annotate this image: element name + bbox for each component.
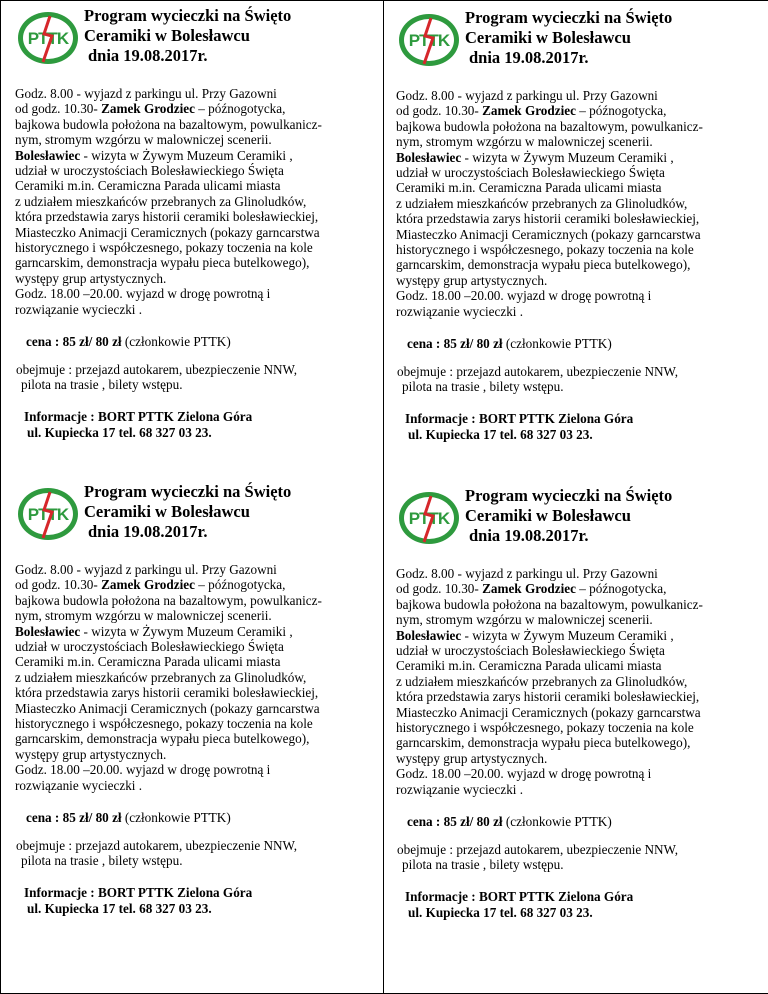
place-name: Zamek Grodziec	[101, 101, 195, 117]
itinerary-line: która przedstawia zarys historii ceramiki bolesławieckiej,	[15, 685, 319, 701]
flyer	[14, 0, 384, 480]
title-date: dnia 19.08.2017r.	[469, 526, 589, 545]
itinerary-line: nym, stromym wzgórzu w malowniczej scenerii.	[396, 612, 653, 628]
title-line: Program wycieczki na Święto	[465, 8, 673, 27]
svg-text:PTTK: PTTK	[27, 505, 69, 524]
price	[395, 336, 765, 351]
pttk-logo	[16, 10, 80, 66]
itinerary-line: historycznego i współczesnego, pokazy toczenia na kole	[396, 242, 694, 258]
itinerary-line: udział w uroczystościach Bolesławieckiego Święta	[15, 639, 284, 655]
itinerary-line: Ceramiki m.in. Ceramiczna Parada ulicami miasta	[15, 178, 281, 194]
itinerary-line: garncarskim, demonstracja wypału pieca butelkowego),	[396, 735, 691, 751]
itinerary-line: która przedstawia zarys historii ceramiki bolesławieckiej,	[396, 211, 700, 227]
itinerary-line: Ceramiki m.in. Ceramiczna Parada ulicami miasta	[396, 180, 662, 196]
itinerary-line: która przedstawia zarys historii ceramiki bolesławieckiej,	[15, 209, 319, 225]
pttk-logo	[397, 490, 461, 546]
pttk-logo	[397, 12, 461, 68]
itinerary-line: Bolesławiec - wizyta w Żywym Muzeum Ceramiki ,	[396, 149, 674, 165]
price	[395, 814, 765, 829]
contact-line: ul. Kupiecka 17 tel. 68 327 03 23.	[408, 904, 593, 920]
pttk-logo	[16, 486, 80, 542]
itinerary-line: nym, stromym wzgórzu w malowniczej scenerii.	[15, 608, 272, 624]
includes	[14, 362, 384, 393]
itinerary-line: Godz. 18.00 –20.00. wyjazd w drogę powrotną i	[15, 762, 271, 778]
svg-text:PTTK: PTTK	[408, 31, 450, 50]
itinerary-line: Bolesławiec - wizyta w Żywym Muzeum Ceramiki ,	[15, 147, 293, 163]
price-note: (członkowie PTTK)	[121, 334, 231, 350]
itinerary-line: udział w uroczystościach Bolesławieckiego Święta	[396, 165, 665, 181]
itinerary-line: Bolesławiec - wizyta w Żywym Muzeum Ceramiki ,	[396, 627, 674, 643]
title-line: Ceramiki w Bolesławcu	[465, 506, 631, 525]
title-line: Ceramiki w Bolesławcu	[84, 26, 250, 45]
itinerary-line: Miasteczko Animacji Ceramicznych (pokazy garncarstwa	[15, 224, 320, 240]
itinerary-line: z udziałem mieszkańców przebranych za Glinoludków,	[15, 193, 307, 209]
itinerary-line: od godz. 10.30- Zamek Grodziec – późnogotycka,	[396, 581, 667, 597]
itinerary-line: rozwiązanie wycieczki .	[15, 301, 143, 317]
includes-line: pilota na trasie , bilety wstępu.	[21, 376, 183, 392]
contact-info	[395, 889, 765, 920]
includes-line: obejmuje : przejazd autokarem, ubezpieczenie NNW,	[397, 363, 679, 379]
itinerary	[14, 86, 384, 317]
itinerary-line: historycznego i współczesnego, pokazy toczenia na kole	[15, 716, 313, 732]
itinerary-line: Miasteczko Animacji Ceramicznych (pokazy garncarstwa	[15, 700, 320, 716]
itinerary-line: garncarskim, demonstracja wypału pieca butelkowego),	[396, 257, 691, 273]
itinerary-line: od godz. 10.30- Zamek Grodziec – późnogotycka,	[396, 103, 667, 119]
itinerary-line: udział w uroczystościach Bolesławieckiego Święta	[15, 163, 284, 179]
itinerary-line: nym, stromym wzgórzu w malowniczej scenerii.	[15, 132, 272, 148]
title-date: dnia 19.08.2017r.	[88, 522, 208, 541]
title-date: dnia 19.08.2017r.	[88, 46, 208, 65]
svg-text:PTTK: PTTK	[27, 29, 69, 48]
itinerary-line: występy grup artystycznych.	[15, 746, 167, 762]
itinerary-line: z udziałem mieszkańców przebranych za Glinoludków,	[15, 669, 307, 685]
itinerary	[395, 566, 765, 797]
itinerary-line: rozwiązanie wycieczki .	[396, 781, 524, 797]
includes	[395, 842, 765, 873]
itinerary-line: Godz. 8.00 - wyjazd z parkingu ul. Przy Gazowni	[15, 562, 277, 577]
contact-line: ul. Kupiecka 17 tel. 68 327 03 23.	[27, 900, 212, 916]
price-note: (członkowie PTTK)	[502, 814, 612, 830]
itinerary-line: garncarskim, demonstracja wypału pieca butelkowego),	[15, 731, 310, 747]
itinerary-line: Godz. 8.00 - wyjazd z parkingu ul. Przy Gazowni	[396, 566, 658, 581]
itinerary-line: historycznego i współczesnego, pokazy toczenia na kole	[15, 240, 313, 256]
flyer-title	[465, 8, 765, 68]
flyer-title	[84, 482, 384, 542]
itinerary-line: rozwiązanie wycieczki .	[15, 777, 143, 793]
itinerary-line: bajkowa budowla położona na bazaltowym, powulkanicz-	[396, 118, 703, 134]
contact-line: Informacje : BORT PTTK Zielona Góra	[405, 889, 634, 905]
itinerary-line: która przedstawia zarys historii ceramiki bolesławieckiej,	[396, 689, 700, 705]
includes-line: obejmuje : przejazd autokarem, ubezpieczenie NNW,	[397, 841, 679, 857]
place-name: Zamek Grodziec	[101, 577, 195, 593]
includes-line: pilota na trasie , bilety wstępu.	[402, 856, 564, 872]
itinerary-line: historycznego i współczesnego, pokazy toczenia na kole	[396, 720, 694, 736]
itinerary-line: nym, stromym wzgórzu w malowniczej scenerii.	[396, 134, 653, 150]
flyer-title	[84, 6, 384, 66]
flyer	[395, 480, 765, 960]
price	[14, 334, 384, 349]
contact-line: Informacje : BORT PTTK Zielona Góra	[24, 885, 253, 901]
flyer-header	[14, 0, 384, 86]
contact-line: ul. Kupiecka 17 tel. 68 327 03 23.	[27, 424, 212, 440]
price-value: cena : 85 zł/ 80 zł	[26, 810, 122, 826]
includes-line: pilota na trasie , bilety wstępu.	[402, 378, 564, 394]
flyer	[14, 476, 384, 956]
itinerary-line: Miasteczko Animacji Ceramicznych (pokazy garncarstwa	[396, 704, 701, 720]
itinerary-line: występy grup artystycznych.	[396, 272, 548, 288]
itinerary-line: bajkowa budowla położona na bazaltowym, powulkanicz-	[396, 596, 703, 612]
price-note: (członkowie PTTK)	[121, 810, 231, 826]
includes	[395, 364, 765, 395]
itinerary-line: Bolesławiec - wizyta w Żywym Muzeum Ceramiki ,	[15, 623, 293, 639]
itinerary-line: Ceramiki m.in. Ceramiczna Parada ulicami miasta	[15, 654, 281, 670]
title-date: dnia 19.08.2017r.	[469, 48, 589, 67]
flyer-header	[395, 480, 765, 566]
itinerary-line: Godz. 18.00 –20.00. wyjazd w drogę powrotną i	[15, 286, 271, 302]
itinerary-line: z udziałem mieszkańców przebranych za Glinoludków,	[396, 673, 688, 689]
itinerary-line: występy grup artystycznych.	[396, 750, 548, 766]
itinerary-line: Ceramiki m.in. Ceramiczna Parada ulicami miasta	[396, 658, 662, 674]
contact-line: Informacje : BORT PTTK Zielona Góra	[405, 411, 634, 427]
contact-line: Informacje : BORT PTTK Zielona Góra	[24, 409, 253, 425]
price	[14, 810, 384, 825]
itinerary-line: Miasteczko Animacji Ceramicznych (pokazy garncarstwa	[396, 226, 701, 242]
itinerary-line: udział w uroczystościach Bolesławieckiego Święta	[396, 643, 665, 659]
itinerary-line: występy grup artystycznych.	[15, 270, 167, 286]
itinerary-line: z udziałem mieszkańców przebranych za Glinoludków,	[396, 195, 688, 211]
itinerary-line: Godz. 8.00 - wyjazd z parkingu ul. Przy Gazowni	[15, 86, 277, 101]
includes-line: obejmuje : przejazd autokarem, ubezpieczenie NNW,	[16, 837, 298, 853]
svg-text:PTTK: PTTK	[408, 509, 450, 528]
itinerary-line: Godz. 18.00 –20.00. wyjazd w drogę powrotną i	[396, 288, 652, 304]
contact-line: ul. Kupiecka 17 tel. 68 327 03 23.	[408, 426, 593, 442]
itinerary-line: bajkowa budowla położona na bazaltowym, powulkanicz-	[15, 116, 322, 132]
flyer-title	[465, 486, 765, 546]
place-name: Bolesławiec	[396, 627, 462, 643]
itinerary-line: od godz. 10.30- Zamek Grodziec – późnogotycka,	[15, 101, 286, 117]
includes	[14, 838, 384, 869]
itinerary-line: Godz. 18.00 –20.00. wyjazd w drogę powrotną i	[396, 766, 652, 782]
flyer	[395, 2, 765, 482]
title-line: Program wycieczki na Święto	[465, 486, 673, 505]
place-name: Bolesławiec	[15, 147, 81, 163]
price-note: (członkowie PTTK)	[502, 336, 612, 352]
place-name: Zamek Grodziec	[482, 103, 576, 119]
itinerary-line: od godz. 10.30- Zamek Grodziec – późnogotycka,	[15, 577, 286, 593]
place-name: Bolesławiec	[396, 149, 462, 165]
frame-left	[0, 0, 1, 994]
price-value: cena : 85 zł/ 80 zł	[407, 336, 503, 352]
contact-info	[395, 411, 765, 442]
itinerary-line: bajkowa budowla położona na bazaltowym, powulkanicz-	[15, 592, 322, 608]
includes-line: pilota na trasie , bilety wstępu.	[21, 852, 183, 868]
title-line: Ceramiki w Bolesławcu	[465, 28, 631, 47]
itinerary-line: garncarskim, demonstracja wypału pieca butelkowego),	[15, 255, 310, 271]
price-value: cena : 85 zł/ 80 zł	[407, 814, 503, 830]
itinerary	[395, 88, 765, 319]
includes-line: obejmuje : przejazd autokarem, ubezpieczenie NNW,	[16, 361, 298, 377]
flyer-header	[14, 476, 384, 562]
contact-info	[14, 409, 384, 440]
contact-info	[14, 885, 384, 916]
place-name: Bolesławiec	[15, 623, 81, 639]
title-line: Program wycieczki na Święto	[84, 6, 292, 25]
flyer-header	[395, 2, 765, 88]
place-name: Zamek Grodziec	[482, 581, 576, 597]
itinerary-line: rozwiązanie wycieczki .	[396, 303, 524, 319]
itinerary	[14, 562, 384, 793]
title-line: Ceramiki w Bolesławcu	[84, 502, 250, 521]
title-line: Program wycieczki na Święto	[84, 482, 292, 501]
price-value: cena : 85 zł/ 80 zł	[26, 334, 122, 350]
itinerary-line: Godz. 8.00 - wyjazd z parkingu ul. Przy Gazowni	[396, 88, 658, 103]
